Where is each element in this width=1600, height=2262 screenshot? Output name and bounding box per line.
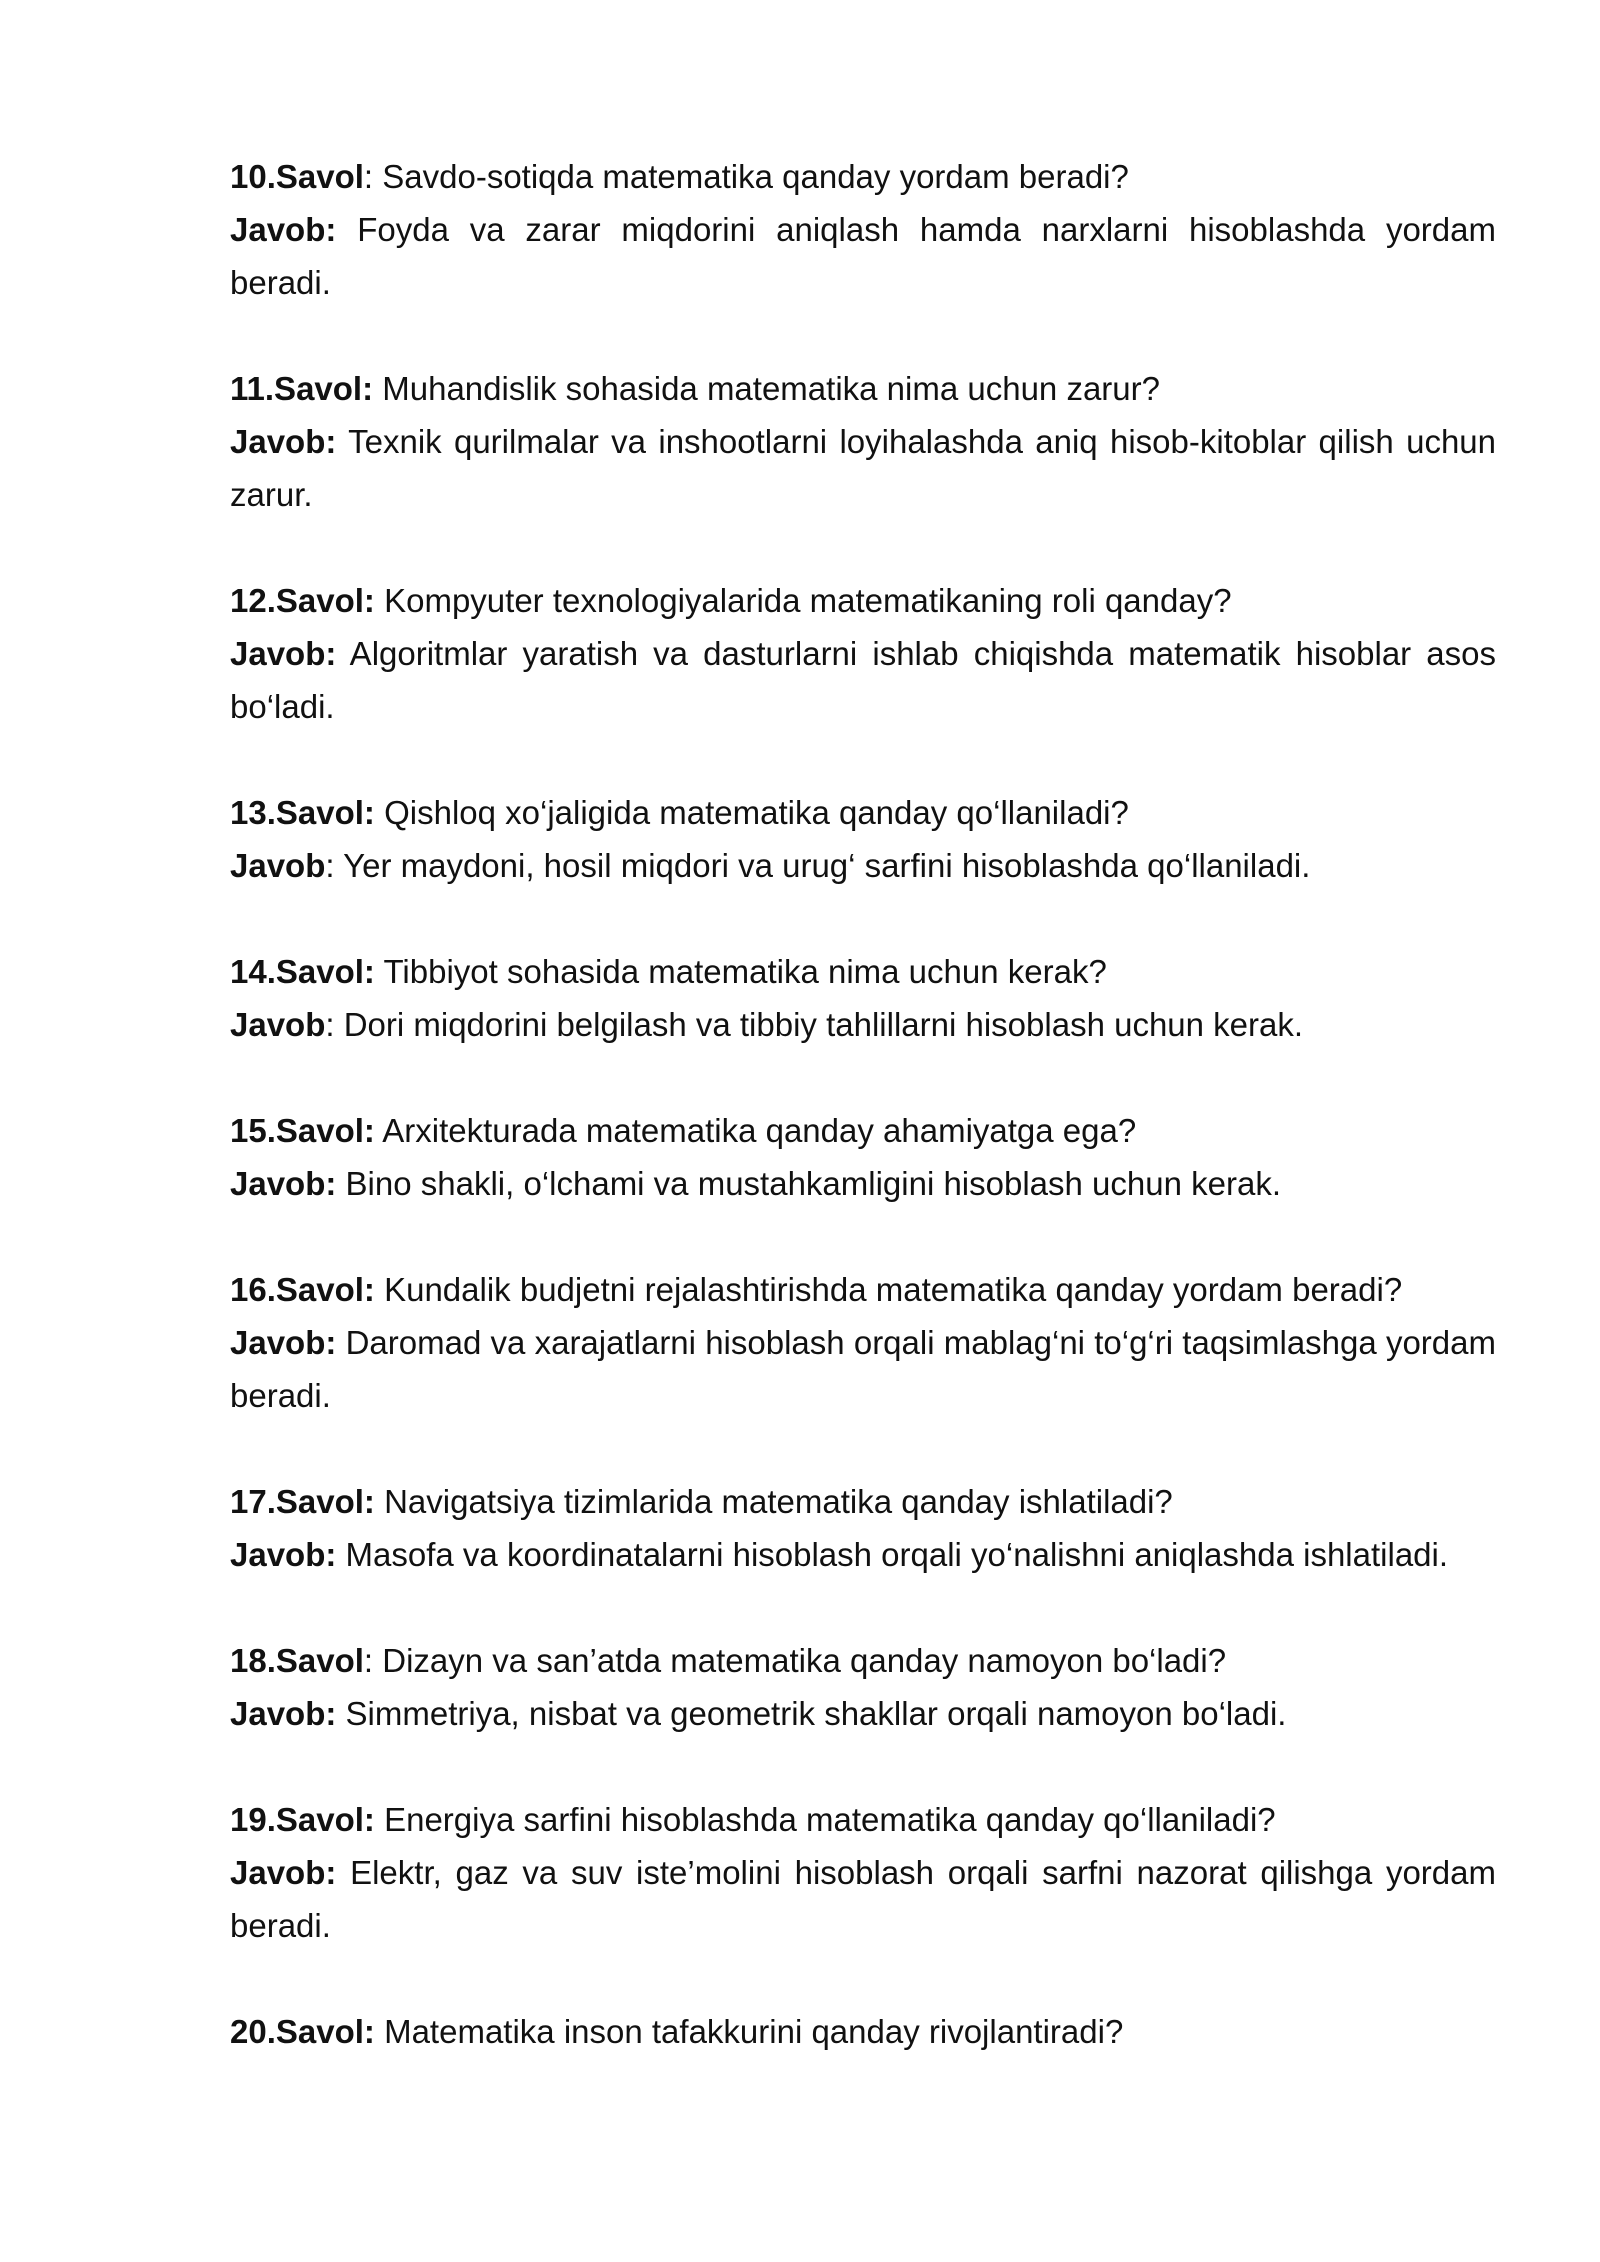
qa-item-13 bbox=[230, 786, 1496, 892]
answer-text: : Yer maydoni, hosil miqdori va urug‘ sarfini hisoblashda qo‘llaniladi. bbox=[325, 847, 1311, 884]
question-text: Tibbiyot sohasida matematika nima uchun kerak? bbox=[374, 953, 1107, 990]
answer-label: Javob: bbox=[230, 1695, 337, 1732]
answer-label: Javob bbox=[230, 1006, 326, 1043]
answer-label: Javob: bbox=[230, 1854, 337, 1891]
question-label: 15.Savol: bbox=[230, 1112, 375, 1149]
question-label: 13.Savol: bbox=[230, 794, 375, 831]
qa-item-11 bbox=[230, 362, 1496, 521]
answer-text: Simmetriya, nisbat va geometrik shakllar orqali namoyon bo‘ladi. bbox=[336, 1695, 1287, 1732]
question-label: 16.Savol: bbox=[230, 1271, 375, 1308]
qa-item-14 bbox=[230, 945, 1496, 1051]
answer-label: Javob: bbox=[230, 211, 337, 248]
answer-label: Javob bbox=[230, 847, 326, 884]
answer-12 bbox=[230, 627, 1496, 733]
question-separator: : bbox=[363, 1642, 374, 1679]
question-10 bbox=[230, 150, 1496, 203]
answer-text: Daromad va xarajatlarni hisoblash orqali mablag‘ni to‘g‘ri taqsimlashga yordam beradi. bbox=[230, 1324, 1496, 1414]
qa-list bbox=[230, 150, 1496, 2111]
answer-text: Foyda va zarar miqdorini aniqlash hamda narxlarni hisoblashda yordam beradi. bbox=[230, 211, 1496, 301]
answer-label: Javob: bbox=[230, 635, 337, 672]
answer-13 bbox=[230, 839, 1496, 892]
question-16 bbox=[230, 1263, 1496, 1316]
question-label: 10.Savol bbox=[230, 158, 364, 195]
answer-10 bbox=[230, 203, 1496, 309]
question-17 bbox=[230, 1475, 1496, 1528]
question-label: 17.Savol: bbox=[230, 1483, 375, 1520]
question-label: 11.Savol: bbox=[230, 370, 374, 407]
question-text: Kundalik budjetni rejalashtirishda matematika qanday yordam beradi? bbox=[374, 1271, 1403, 1308]
question-text: Matematika inson tafakkurini qanday rivojlantiradi? bbox=[374, 2013, 1124, 2050]
qa-item-19 bbox=[230, 1793, 1496, 1952]
qa-item-20 bbox=[230, 2005, 1496, 2058]
qa-item-12 bbox=[230, 574, 1496, 733]
qa-item-16 bbox=[230, 1263, 1496, 1422]
answer-text: Algoritmlar yaratish va dasturlarni ishlab chiqishda matematik hisoblar asos bo‘ladi. bbox=[230, 635, 1496, 725]
question-12 bbox=[230, 574, 1496, 627]
answer-17 bbox=[230, 1528, 1496, 1581]
question-label: 12.Savol: bbox=[230, 582, 375, 619]
answer-14 bbox=[230, 998, 1496, 1051]
answer-16 bbox=[230, 1316, 1496, 1422]
answer-19 bbox=[230, 1846, 1496, 1952]
question-text: Kompyuter texnologiyalarida matematikaning roli qanday? bbox=[374, 582, 1232, 619]
question-19 bbox=[230, 1793, 1496, 1846]
answer-text: Elektr, gaz va suv iste’molini hisoblash orqali sarfni nazorat qilishga yordam beradi. bbox=[230, 1854, 1496, 1944]
answer-11 bbox=[230, 415, 1496, 521]
answer-text: Masofa va koordinatalarni hisoblash orqali yo‘nalishni aniqlashda ishlatiladi. bbox=[336, 1536, 1449, 1573]
answer-18 bbox=[230, 1687, 1496, 1740]
qa-item-10 bbox=[230, 150, 1496, 309]
answer-label: Javob: bbox=[230, 1324, 337, 1361]
question-18 bbox=[230, 1634, 1496, 1687]
question-label: 18.Savol bbox=[230, 1642, 364, 1679]
question-20 bbox=[230, 2005, 1496, 2058]
answer-label: Javob: bbox=[230, 1536, 337, 1573]
question-text: Navigatsiya tizimlarida matematika qanday ishlatiladi? bbox=[374, 1483, 1173, 1520]
answer-15 bbox=[230, 1157, 1496, 1210]
qa-item-18 bbox=[230, 1634, 1496, 1740]
answer-text: Bino shakli, o‘lchami va mustahkamligini hisoblash uchun kerak. bbox=[336, 1165, 1281, 1202]
question-11 bbox=[230, 362, 1496, 415]
question-separator: : bbox=[363, 158, 374, 195]
question-text: Muhandislik sohasida matematika nima uchun zarur? bbox=[373, 370, 1160, 407]
question-text: Savdo-sotiqda matematika qanday yordam beradi? bbox=[373, 158, 1129, 195]
question-label: 19.Savol: bbox=[230, 1801, 375, 1838]
question-15 bbox=[230, 1104, 1496, 1157]
answer-label: Javob: bbox=[230, 423, 337, 460]
question-13 bbox=[230, 786, 1496, 839]
qa-item-15 bbox=[230, 1104, 1496, 1210]
question-text: Arxitekturada matematika qanday ahamiyatga ega? bbox=[374, 1112, 1137, 1149]
question-text: Dizayn va san’atda matematika qanday namoyon bo‘ladi? bbox=[373, 1642, 1227, 1679]
answer-text: : Dori miqdorini belgilash va tibbiy tahlillarni hisoblash uchun kerak. bbox=[325, 1006, 1304, 1043]
question-label: 14.Savol: bbox=[230, 953, 375, 990]
question-14 bbox=[230, 945, 1496, 998]
question-text: Qishloq xo‘jaligida matematika qanday qo‘llaniladi? bbox=[374, 794, 1129, 831]
question-text: Energiya sarfini hisoblashda matematika qanday qo‘llaniladi? bbox=[374, 1801, 1276, 1838]
answer-label: Javob: bbox=[230, 1165, 337, 1202]
question-label: 20.Savol: bbox=[230, 2013, 375, 2050]
qa-item-17 bbox=[230, 1475, 1496, 1581]
answer-text: Texnik qurilmalar va inshootlarni loyihalashda aniq hisob-kitoblar qilish uchun zarur. bbox=[230, 423, 1496, 513]
